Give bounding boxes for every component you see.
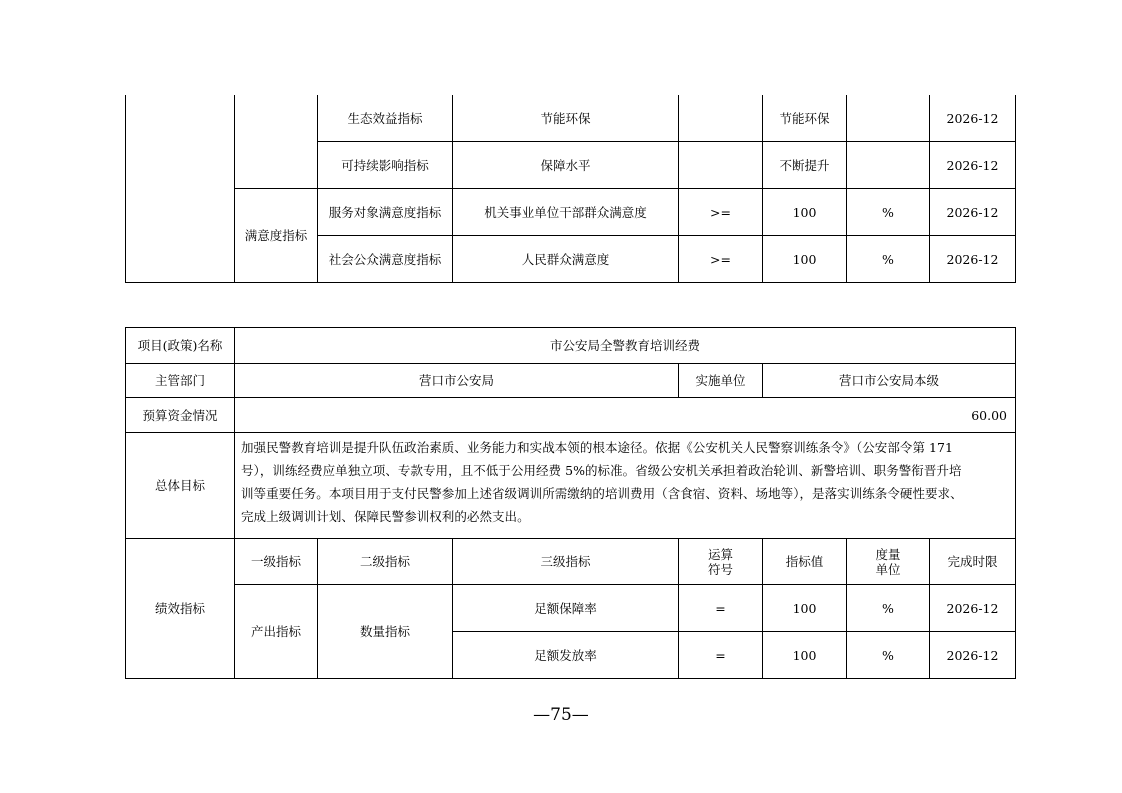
page-number: —75— — [533, 705, 589, 725]
header-deadline: 完成时限 — [947, 554, 998, 569]
overall-goal-label: 总体目标 — [154, 478, 205, 493]
implementing-unit-value: 营口市公安局本级 — [838, 373, 939, 388]
top-row-1-deadline: 2026-12 — [946, 110, 999, 126]
top-row-4-level3: 人民群众满意度 — [521, 251, 610, 267]
top-row-3-level2: 服务对象满意度指标 — [328, 204, 442, 220]
header-operator-line1: 运算 — [707, 546, 733, 562]
top-row-4-operator: >= — [710, 251, 731, 267]
goal-line-2: 号），训练经费应单独立项、专款专用，且不低于公用经费 5%的标准。省级公安机关承担着政治轮训、新警培训、职务警衔晋升培 — [241, 463, 962, 478]
goal-line-4: 完成上级调训计划、保障民警参训权利的必然支出。 — [241, 509, 530, 524]
header-value: 指标值 — [785, 554, 824, 569]
top-row-1-level2: 生态效益指标 — [347, 110, 423, 126]
header-operator-line2: 符号 — [707, 561, 733, 577]
top-row-4-deadline: 2026-12 — [946, 251, 999, 267]
output-indicators-level1: 产出指标 — [250, 624, 301, 639]
project-name-label: 项目(政策)名称 — [137, 338, 223, 353]
quantity-indicators-level2: 数量指标 — [359, 624, 410, 639]
top-row-1-value: 节能环保 — [779, 110, 830, 126]
budget-label: 预算资金情况 — [142, 407, 218, 423]
row-1-value: 100 — [792, 600, 817, 616]
row-2-deadline: 2026-12 — [946, 647, 999, 663]
header-level1: 一级指标 — [250, 554, 301, 569]
implementing-unit-label: 实施单位 — [695, 373, 746, 388]
overall-goal-text — [241, 436, 1011, 528]
top-row-2-level2: 可持续影响指标 — [341, 157, 429, 173]
goal-line-3: 训等重要任务。本项目用于支付民警参加上述省级调训所需缴纳的培训费用（含食宿、资料、场地等），是落实训练条令硬性要求、 — [241, 486, 963, 501]
top-row-4-unit: % — [882, 251, 894, 267]
header-level3: 三级指标 — [540, 554, 591, 569]
top-row-1-level3: 节能环保 — [540, 110, 591, 126]
header-unit — [847, 539, 929, 584]
top-row-4-value: 100 — [792, 251, 817, 267]
header-operator — [679, 539, 762, 584]
row-1-level3: 足额保障率 — [534, 600, 597, 616]
top-row-3-operator: >= — [710, 204, 731, 220]
top-row-3-level3: 机关事业单位干部群众满意度 — [484, 204, 647, 220]
row-2-unit: % — [882, 647, 894, 663]
top-row-4-level2: 社会公众满意度指标 — [328, 251, 442, 267]
department-label: 主管部门 — [154, 373, 205, 388]
goal-line-1: 加强民警教育培训是提升队伍政治素质、业务能力和实战本领的根本途径。依据《公安机关人民警察训练条令》（公安部令第 171 — [241, 440, 954, 455]
top-satisfaction-level1: 满意度指标 — [244, 228, 308, 243]
performance-indicators-label: 绩效指标 — [154, 601, 205, 616]
row-2-operator: = — [715, 647, 726, 663]
department-value: 营口市公安局 — [418, 373, 494, 388]
row-2-value: 100 — [792, 647, 817, 663]
project-name-value: 市公安局全警教育培训经费 — [549, 338, 700, 353]
top-row-3-unit: % — [882, 204, 894, 220]
row-1-operator: = — [715, 600, 726, 616]
top-row-3-deadline: 2026-12 — [946, 204, 999, 220]
top-row-2-deadline: 2026-12 — [946, 157, 999, 173]
row-1-deadline: 2026-12 — [946, 600, 999, 616]
header-level2: 二级指标 — [359, 554, 410, 569]
row-1-unit: % — [882, 600, 894, 616]
budget-value: 60.00 — [971, 407, 1007, 423]
header-unit-line1: 度量 — [875, 546, 901, 562]
row-2-level3: 足额发放率 — [534, 647, 597, 663]
top-row-2-level3: 保障水平 — [540, 157, 591, 173]
top-row-3-value: 100 — [792, 204, 817, 220]
top-row-2-value: 不断提升 — [779, 157, 830, 173]
header-unit-line2: 单位 — [875, 561, 901, 577]
